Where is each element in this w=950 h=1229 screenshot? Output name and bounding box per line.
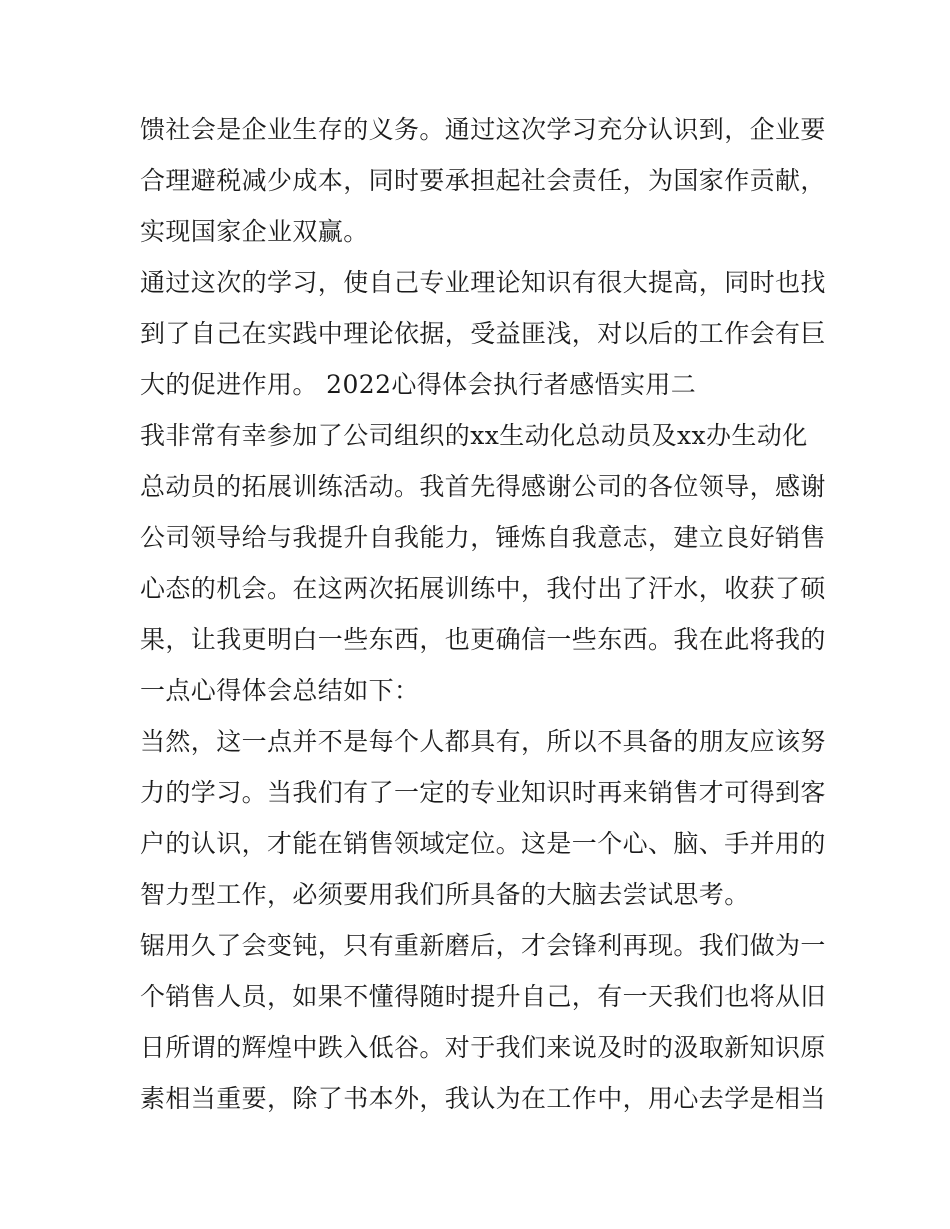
document-body — [140, 104, 830, 1124]
text-line: 当然，这一点并不是每个人都具有，所以不具备的朋友应该努 — [140, 727, 826, 756]
text-line: 总动员的拓展训练活动。我首先得感谢公司的各位领导，感谢 — [140, 472, 826, 501]
text-line: 个销售人员，如果不懂得随时提升自己，有一天我们也将从旧 — [140, 982, 826, 1011]
text-line: 我非常有幸参加了公司组织的xx生动化总动员及xx办生动化 — [140, 421, 808, 450]
text-line: 户的认识，才能在销售领域定位。这是一个心、脑、手并用的 — [140, 829, 826, 858]
text-line: 果，让我更明白一些东西，也更确信一些东西。我在此将我的 — [140, 625, 826, 654]
text-line: 通过这次的学习，使自己专业理论知识有很大提高，同时也找 — [140, 268, 826, 297]
text-line: 一点心得体会总结如下： — [140, 676, 420, 705]
text-line: 大的促进作用。 2022心得体会执行者感悟实用二 — [140, 370, 697, 399]
text-line: 智力型工作，必须要用我们所具备的大脑去尝试思考。 — [140, 880, 750, 909]
text-line: 合理避税减少成本，同时要承担起社会责任，为国家作贡献， — [140, 166, 826, 195]
text-line: 到了自己在实践中理论依据，受益匪浅，对以后的工作会有巨 — [140, 319, 826, 348]
text-line: 馈社会是企业生存的义务。通过这次学习充分认识到，企业要 — [140, 115, 826, 144]
text-line: 力的学习。当我们有了一定的专业知识时再来销售才可得到客 — [140, 778, 826, 807]
text-line: 素相当重要，除了书本外，我认为在工作中，用心去学是相当 — [140, 1084, 826, 1113]
text-line: 实现国家企业双赢。 — [140, 217, 369, 246]
text-line: 锯用久了会变钝，只有重新磨后，才会锋利再现。我们做为一 — [140, 931, 826, 960]
text-line: 公司领导给与我提升自我能力，锤炼自我意志，建立良好销售 — [140, 523, 826, 552]
text-line: 日所谓的辉煌中跌入低谷。对于我们来说及时的汲取新知识原 — [140, 1033, 826, 1062]
text-line: 心态的机会。在这两次拓展训练中，我付出了汗水，收获了硕 — [140, 574, 826, 603]
